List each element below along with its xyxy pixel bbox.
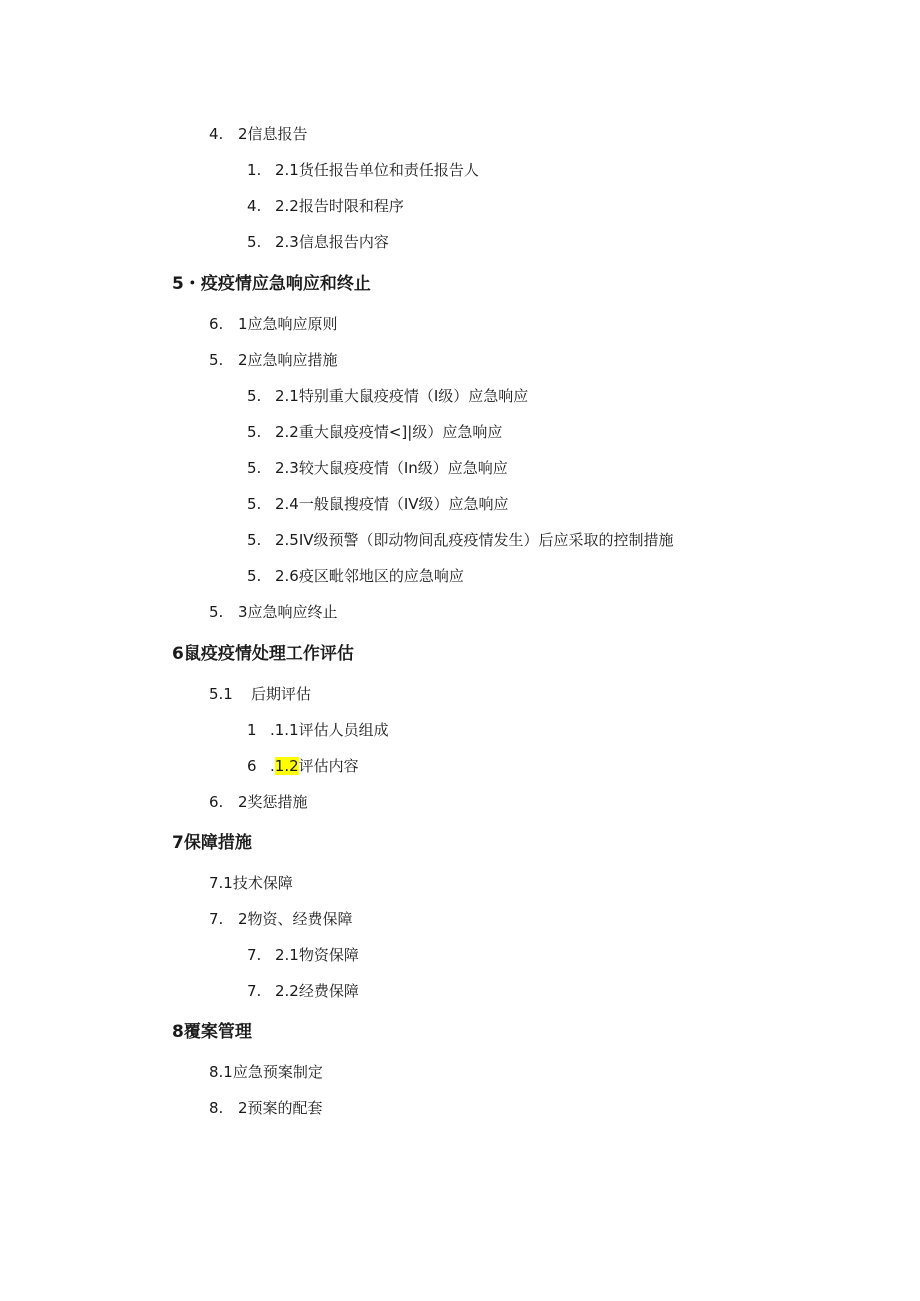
toc-number: 5. (247, 387, 262, 405)
toc-entry (247, 422, 502, 442)
toc-entry (209, 350, 338, 370)
toc-number: 6 (247, 757, 257, 775)
toc-text: 后期评估 (251, 685, 312, 703)
toc-number: 4. (209, 125, 224, 143)
toc-entry (209, 873, 293, 893)
toc-heading: 6鼠疫疫情处理工作评估 (172, 644, 354, 664)
toc-entry (247, 494, 509, 514)
toc-text: 3应急响应终止 (238, 603, 338, 621)
toc-text: 2信息报告 (238, 125, 308, 143)
toc-entry (247, 981, 359, 1001)
toc-text: 2.2经费保障 (275, 982, 359, 1000)
toc-text: 2.4一般鼠搜疫情（IV级）应急响应 (275, 495, 509, 513)
toc-entry (247, 945, 359, 965)
toc-entry (209, 124, 308, 144)
toc-entry (247, 458, 508, 478)
toc-heading: 8覆案管理 (172, 1022, 252, 1042)
toc-number: 5. (209, 351, 224, 369)
toc-number: 5.1 (209, 685, 233, 703)
toc-text: 2预案的配套 (238, 1099, 323, 1117)
toc-entry (247, 720, 389, 740)
toc-entry (209, 792, 308, 812)
toc-number: 5. (247, 567, 262, 585)
toc-entry (247, 196, 404, 216)
toc-entry (247, 232, 389, 252)
toc-text: 8.1应急预案制定 (209, 1063, 323, 1081)
toc-text: 2物资、经费保障 (238, 910, 353, 928)
toc-number: 6. (209, 793, 224, 811)
toc-number: 7. (209, 910, 224, 928)
toc-text: 2.3信息报告内容 (275, 233, 389, 251)
toc-entry (247, 566, 464, 586)
toc-number: 5. (247, 531, 262, 549)
toc-text: .1.1评估人员组成 (270, 721, 389, 739)
toc-text: 2奖惩措施 (238, 793, 308, 811)
toc-text: 2.6疫区毗邻地区的应急响应 (275, 567, 464, 585)
toc-text-prefix: . (270, 757, 275, 775)
toc-number: 5. (247, 423, 262, 441)
toc-number: 7. (247, 946, 262, 964)
toc-text: 1应急响应原则 (238, 315, 338, 333)
toc-text: 评估内容 (298, 757, 359, 775)
toc-entry (209, 602, 338, 622)
toc-number: 4. (247, 197, 262, 215)
toc-number: 6. (209, 315, 224, 333)
toc-text: 2.1特别重大鼠疫疫情（I级）应急响应 (275, 387, 529, 405)
toc-entry (209, 684, 311, 704)
toc-text: 2.5IV级预警（即动物间乱疫疫情发生）后应采取的控制措施 (275, 531, 674, 549)
toc-number: 1. (247, 161, 262, 179)
toc-heading: 7保障措施 (172, 833, 252, 853)
toc-text: 2.2重大鼠疫疫情<]|级）应急响应 (275, 423, 503, 441)
toc-entry (247, 386, 528, 406)
toc-heading: 5・疫疫情应急响应和终止 (172, 274, 371, 294)
toc-entry (247, 530, 674, 550)
toc-entry (209, 1098, 323, 1118)
toc-number: 5. (209, 603, 224, 621)
toc-entry (209, 314, 338, 334)
toc-entry (209, 1062, 323, 1082)
toc-entry (247, 756, 359, 776)
toc-text: 2.2报告时限和程序 (275, 197, 404, 215)
toc-number: 1 (247, 721, 257, 739)
toc-text: 7.1技术保障 (209, 874, 293, 892)
highlighted-text: 1.2 (274, 757, 299, 775)
toc-text: 2应急响应措施 (238, 351, 338, 369)
toc-text: 2.1货任报告单位和责任报告人 (275, 161, 479, 179)
toc-number: 5. (247, 233, 262, 251)
toc-entry (247, 160, 479, 180)
toc-entry (209, 909, 353, 929)
toc-number: 8. (209, 1099, 224, 1117)
toc-number: 5. (247, 495, 262, 513)
toc-number: 5. (247, 459, 262, 477)
toc-text: 2.3较大鼠疫疫情（In级）应急响应 (275, 459, 508, 477)
toc-number: 7. (247, 982, 262, 1000)
toc-text: 2.1物资保障 (275, 946, 359, 964)
